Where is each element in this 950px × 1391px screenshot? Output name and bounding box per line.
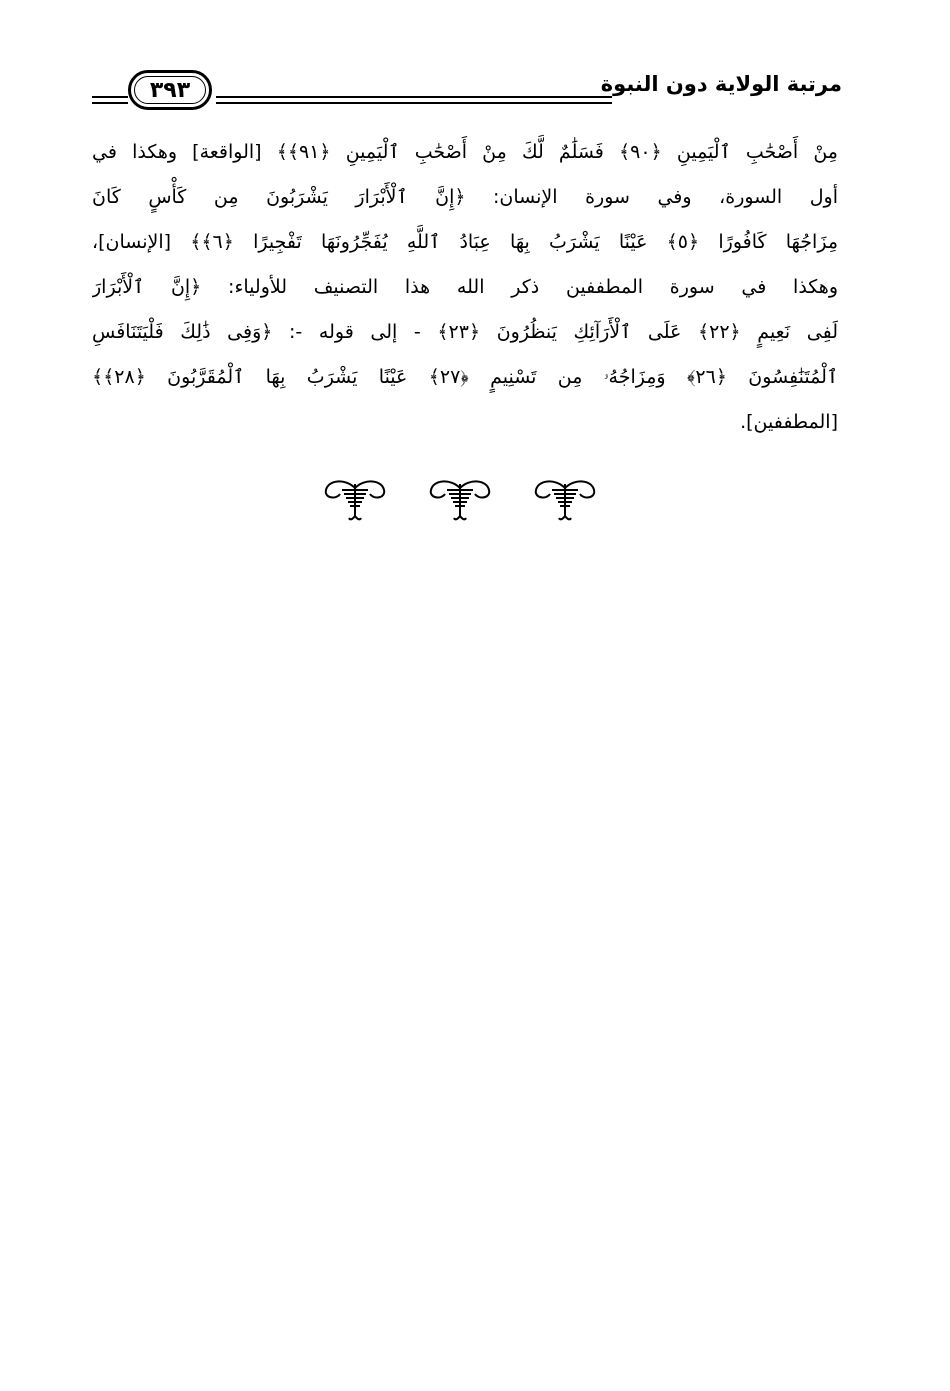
body-text [92,130,838,445]
text-line: مِنْ أَصْحَٰبِ ٱلْيَمِينِ ﴿٩٠﴾ فَسَلَٰمٌ لَّكَ مِنْ أَصْحَٰبِ ٱلْيَمِينِ ﴿٩١﴾﴾ [الواقعة] وهكذا في [92,141,838,163]
text-line: وهكذا في سورة المطففين ذكر الله هذا التصنيف للأولياء: ﴿إِنَّ ٱلْأَبْرَارَ [92,276,838,298]
page-header [92,68,842,124]
header-rule-lower [216,102,612,104]
text-line: ٱلْمُتَنَٰفِسُونَ ﴿٢٦﴾ وَمِزَاجُهُۥ مِن تَسْنِيمٍ ﴿٢٧﴾ عَيْنًا يَشْرَبُ بِهَا ٱلْمُقَرَّبُونَ ﴿٢٨﴾﴾ [92,366,838,388]
text-line: لَفِى نَعِيمٍ ﴿٢٢﴾ عَلَى ٱلْأَرَآئِكِ يَنظُرُونَ ﴿٢٣﴾ - إلى قوله -: ﴿وَفِى ذَٰلِكَ فَلْيَتَنَافَسِ [92,321,838,343]
header-rule-upper [216,96,612,98]
text-line: [المطففين]. [740,411,838,433]
page-number-frame [128,70,212,110]
section-divider-ornaments [320,474,600,524]
floral-ornament-icon [530,476,600,522]
text-line: أول السورة، وفي سورة الإنسان: ﴿إِنَّ ٱلْأَبْرَارَ يَشْرَبُونَ مِن كَأْسٍ كَانَ [92,186,838,208]
floral-ornament-icon [425,476,495,522]
header-rule-left-lower [92,102,128,104]
floral-ornament-icon [320,476,390,522]
header-rule-left-upper [92,96,128,98]
page-number: ٣٩٣ [149,77,191,103]
text-line: مِزَاجُهَا كَافُورًا ﴿٥﴾ عَيْنًا يَشْرَبُ بِهَا عِبَادُ ٱللَّهِ يُفَجِّرُونَهَا تَفْجِيرًا ﴿٦﴾﴾ [الإنسان]، [92,231,838,253]
running-title: مرتبة الولاية دون النبوة [600,72,842,96]
